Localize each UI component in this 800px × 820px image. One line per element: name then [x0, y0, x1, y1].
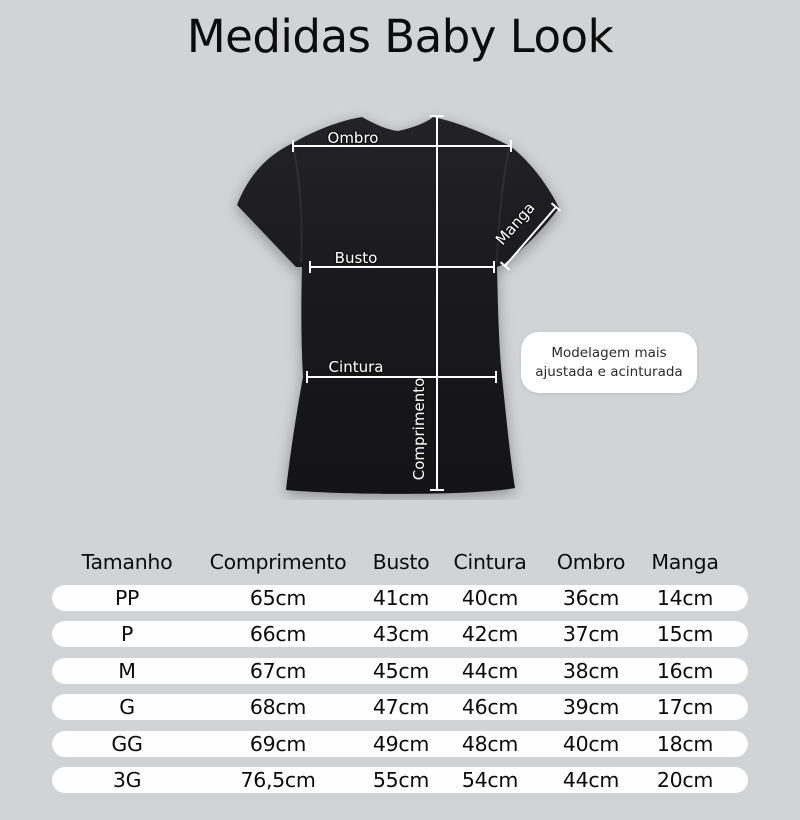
- cell-manga: 15cm: [656, 622, 714, 646]
- cell-manga: 20cm: [656, 768, 714, 792]
- cell-ombro: 38cm: [562, 659, 620, 683]
- cell-busto: 45cm: [372, 659, 430, 683]
- cell-comprimento: 76,5cm: [240, 768, 316, 792]
- cell-ombro: 39cm: [562, 695, 620, 719]
- cell-comprimento: 67cm: [249, 659, 307, 683]
- header-busto: Busto: [372, 550, 430, 574]
- fit-note-callout: [521, 332, 697, 393]
- label-cintura: Cintura: [328, 358, 384, 376]
- cell-size: P: [120, 622, 134, 646]
- cell-cintura: 40cm: [461, 586, 519, 610]
- cell-manga: 16cm: [656, 659, 714, 683]
- page-title: Medidas Baby Look: [186, 10, 614, 63]
- cell-size: GG: [111, 732, 143, 756]
- fit-note-line2: ajustada e acinturada: [535, 363, 683, 380]
- cell-comprimento: 65cm: [249, 586, 307, 610]
- cell-ombro: 36cm: [562, 586, 620, 610]
- table-row-3g: [52, 767, 748, 793]
- header-manga: Manga: [651, 550, 719, 574]
- label-manga: Manga: [491, 198, 539, 249]
- cell-busto: 47cm: [372, 695, 430, 719]
- table-row-p: [52, 621, 748, 647]
- cell-busto: 43cm: [372, 622, 430, 646]
- size-table-header: [52, 550, 748, 576]
- table-row-pp: [52, 585, 748, 611]
- label-comprimento: Comprimento: [410, 377, 428, 481]
- cell-cintura: 54cm: [461, 768, 519, 792]
- cell-manga: 18cm: [656, 732, 714, 756]
- label-ombro: Ombro: [327, 129, 379, 147]
- cell-ombro: 44cm: [562, 768, 620, 792]
- cell-cintura: 46cm: [461, 695, 519, 719]
- cell-busto: 55cm: [372, 768, 430, 792]
- cell-busto: 49cm: [372, 732, 430, 756]
- cell-ombro: 40cm: [562, 732, 620, 756]
- cell-size: PP: [114, 586, 140, 610]
- table-row-g: [52, 694, 748, 720]
- cell-size: G: [119, 695, 135, 719]
- cell-cintura: 48cm: [461, 732, 519, 756]
- label-busto: Busto: [334, 249, 378, 267]
- cell-ombro: 37cm: [562, 622, 620, 646]
- tshirt-graphic: [237, 117, 559, 494]
- table-row-m: [52, 658, 748, 684]
- cell-size: 3G: [112, 768, 142, 792]
- fit-note-line1: Modelagem mais: [551, 344, 667, 361]
- cell-manga: 17cm: [656, 695, 714, 719]
- header-cintura: Cintura: [453, 550, 527, 574]
- cell-comprimento: 69cm: [249, 732, 307, 756]
- header-tamanho: Tamanho: [81, 550, 173, 574]
- cell-busto: 41cm: [372, 586, 430, 610]
- cell-comprimento: 68cm: [249, 695, 307, 719]
- tshirt-diagram: [180, 100, 580, 500]
- header-comprimento: Comprimento: [209, 550, 347, 574]
- cell-comprimento: 66cm: [249, 622, 307, 646]
- header-ombro: Ombro: [556, 550, 626, 574]
- cell-cintura: 44cm: [461, 659, 519, 683]
- cell-manga: 14cm: [656, 586, 714, 610]
- cell-size: M: [118, 659, 136, 683]
- cell-cintura: 42cm: [461, 622, 519, 646]
- table-row-gg: [52, 731, 748, 757]
